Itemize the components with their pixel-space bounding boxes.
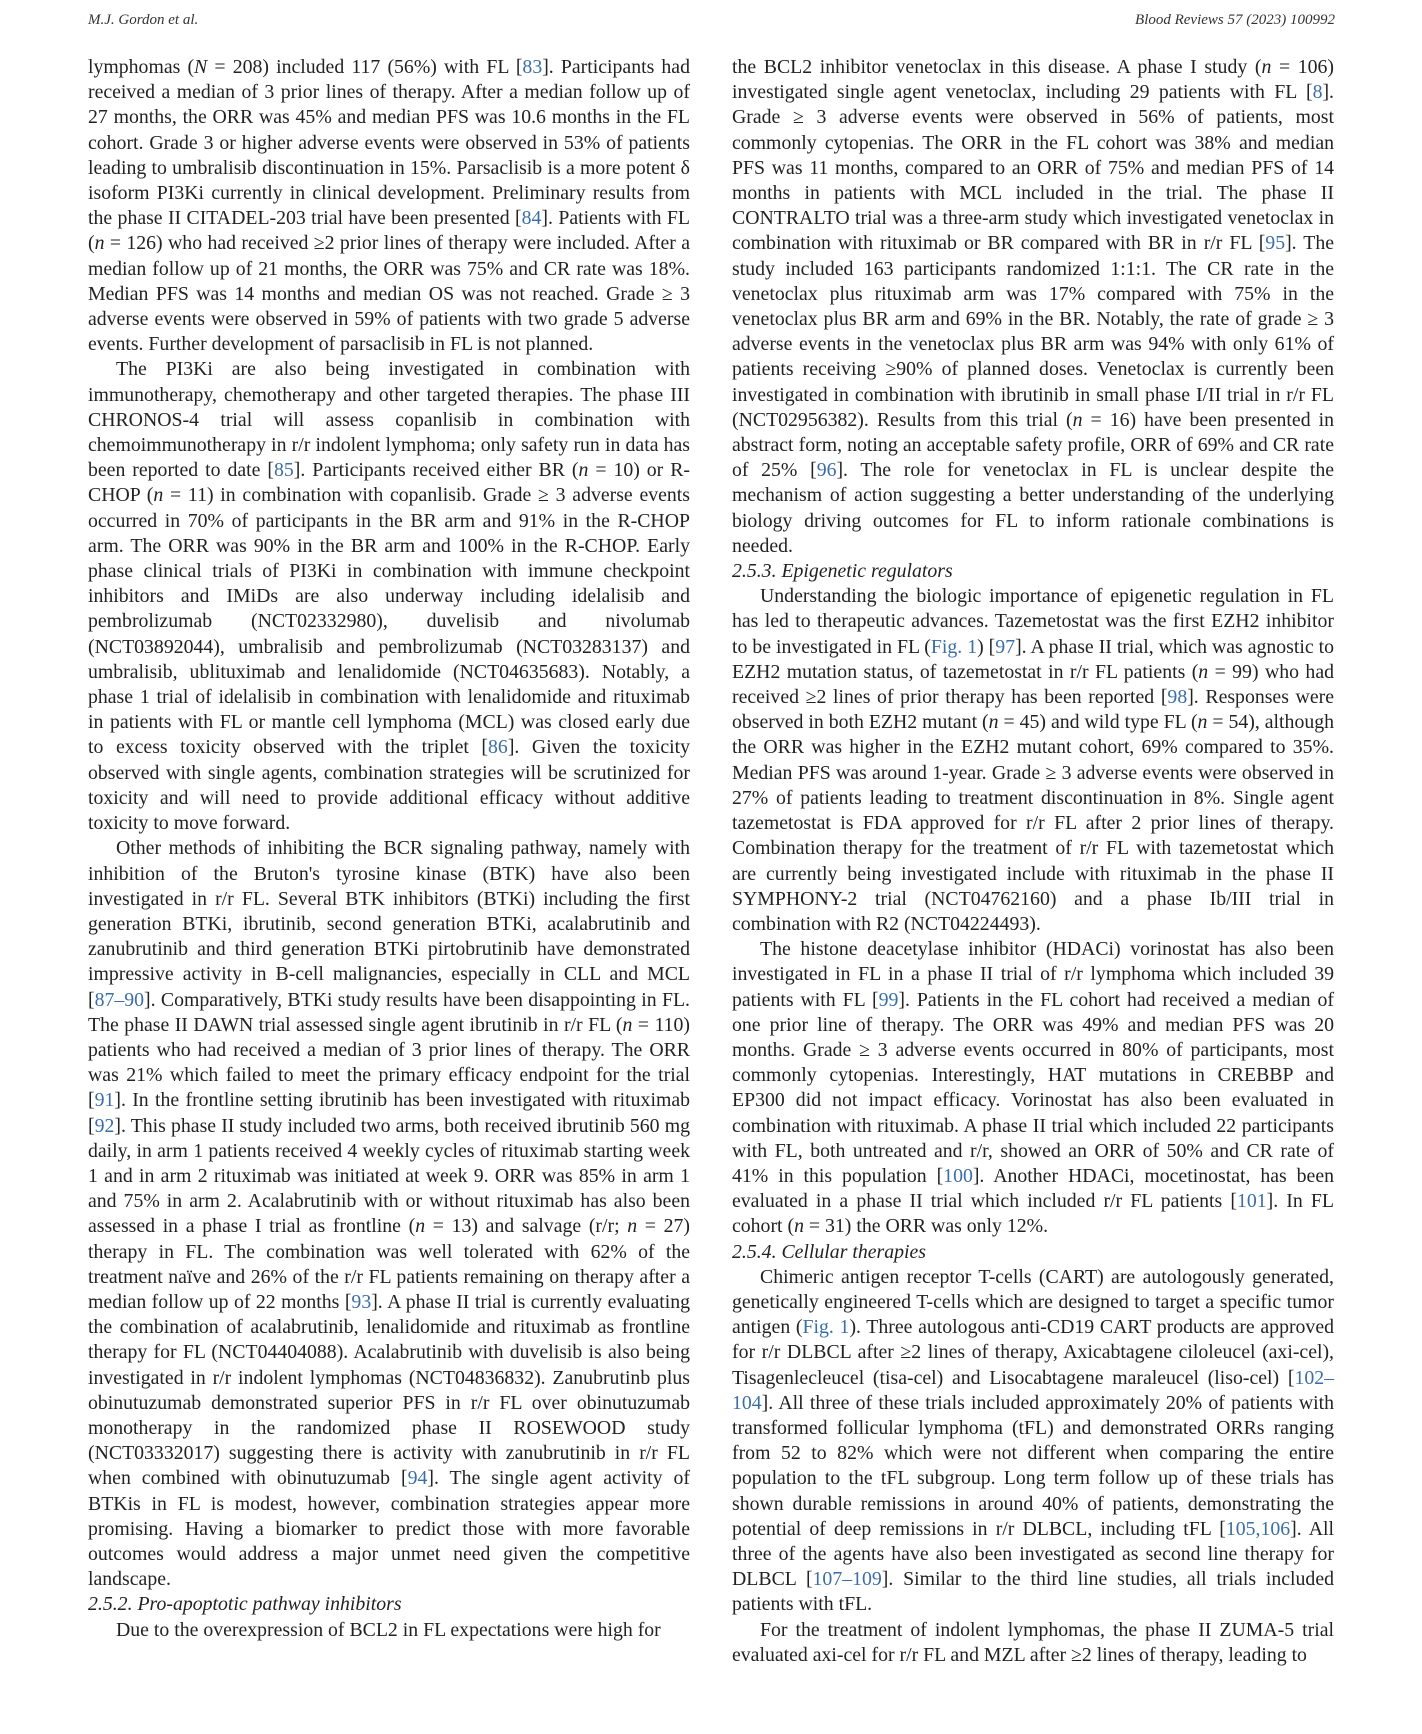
header-journal: Blood Reviews 57 (2023) 100992 — [1135, 12, 1335, 28]
paragraph: Due to the overexpression of BCL2 in FL expectations were high for — [116, 1618, 661, 1641]
citation-link[interactable]: Fig. 1 — [930, 635, 978, 658]
citation-link[interactable]: 101 — [1236, 1190, 1267, 1213]
citation-link[interactable]: 95 — [1265, 232, 1286, 255]
citation-link[interactable]: 105,106 — [1225, 1517, 1291, 1540]
italic-variable: n — [1072, 408, 1083, 431]
italic-variable: n — [627, 1215, 638, 1238]
paragraph: the BCL2 inhibitor venetoclax in this disease. A phase I study (n = 106) investigated single agent venetoclax, including 29 patients with FL [8]. Grade ≥ 3 adverse events were observed in 56% of patients, most commonly cytopenias. The ORR in the FL cohort was 38% and median PFS was 11 months, compared to an ORR of 75% and median PFS of 14 months in patients with MCL included in the trial. The phase II CONTRALTO trial was a three-arm study which investigated venetoclax in combination with rituximab or BR compared with BR in r/r FL [95]. The study included 163 participants randomized 1:1:1. The CR rate in the venetoclax plus rituximab arm was 17% compared with 75% in the venetoclax plus BR arm and 69% in the BR. Notably, the rate of grade ≥ 3 adverse events in the venetoclax plus BR arm was 94% with only 61% of patients receiving ≥90% of planned doses. Venetoclax is currently been investigated in combination with ibrutinib in small phase I/II trial in r/r FL (NCT02956382). Results from this trial (n = 16) have been presented in abstract form, noting an acceptable safety profile, ORR of 69% and CR rate of 25% [96]. The role for venetoclax in FL is unclear despite the mechanism of action suggesting a better understanding of the underlying biology driving outcomes for FL to inform rationale combinations is needed. — [732, 56, 1334, 557]
paragraph: For the treatment of indolent lymphomas, the phase II ZUMA-5 trial evaluated axi-cel for r/r FL and MZL after ≥2 lines of therapy, leading to — [732, 1618, 1334, 1666]
italic-variable: n — [794, 1215, 804, 1238]
running-header — [88, 12, 1335, 34]
italic-variable: n — [415, 1215, 426, 1238]
italic-variable: n — [622, 1013, 633, 1036]
citation-link[interactable]: 92 — [94, 1114, 115, 1137]
italic-variable: n — [94, 232, 105, 255]
italic-variable: N — [194, 56, 208, 78]
citation-link[interactable]: 94 — [407, 1467, 428, 1490]
citation-link[interactable]: 102–104 — [732, 1366, 1334, 1414]
section-heading-2-5-2: 2.5.2. Pro-apoptotic pathway inhibitors — [88, 1593, 402, 1616]
italic-variable: n — [1197, 711, 1208, 734]
paragraph: Understanding the biologic importance of epigenetic regulation in FL has led to therapeutic advances. Tazemetostat was the first EZH2 inhibitor to be investigated in FL (Fig. 1) [97]. A phase II trial, which was agnostic to EZH2 mutation status, of tazemetostat in r/r FL patients (n = 99) who had received ≥2 lines of prior therapy has been reported [98]. Responses were observed in both EZH2 mutant (n = 45) and wild type FL (n = 54), although the ORR was higher in the EZH2 mutant cohort, 69% compared to 35%. Median PFS was around 1-year. Grade ≥ 3 adverse events were observed in 27% of patients leading to treatment discontinuation in 8%. Single agent tazemetostat is FDA approved for r/r FL after 2 prior lines of therapy. Combination therapy for the treatment of r/r FL with tazemetostat which are currently being investigated include with rituximab in the phase II SYMPHONY-2 trial (NCT04762160) and a phase Ib/III trial in combination with R2 (NCT04224493). — [732, 585, 1335, 935]
citation-link[interactable]: 91 — [94, 1089, 115, 1112]
citation-link[interactable]: 98 — [1167, 686, 1188, 709]
citation-link[interactable]: 93 — [351, 1290, 372, 1313]
left-column — [88, 55, 690, 1643]
citation-link[interactable]: 86 — [488, 736, 508, 759]
citation-link[interactable]: 8 — [1312, 81, 1323, 104]
right-column — [732, 55, 1334, 1668]
italic-variable: n — [578, 459, 589, 482]
section-heading-2-5-3: 2.5.3. Epigenetic regulators — [732, 560, 953, 583]
section-heading-2-5-4: 2.5.4. Cellular therapies — [732, 1240, 926, 1263]
italic-variable: n — [988, 711, 999, 734]
paragraph: The histone deacetylase inhibitor (HDACi) vorinostat has also been investigated in FL in a phase II trial of r/r lymphoma which included 39 patients with FL [99]. Patients in the FL cohort had received a median of one prior line of therapy. The ORR was 49% and median PFS was 20 months. Grade ≥ 3 adverse events occurred in 80% of participants, most commonly cytopenias. Interestingly, HAT mutations in CREBBP and EP300 did not impact efficacy. Vorinostat has also been evaluated in combination with rituximab. A phase II trial which included 22 participants with FL, both untreated and r/r, showed an ORR of 50% and CR rate of 41% in this population [100]. Another HDACi, mocetinostat, has been evaluated in a phase II trial which included r/r FL patients [101]. In FL cohort (n = 31) the ORR was only 12%. — [732, 938, 1334, 1238]
italic-variable: n — [153, 484, 164, 507]
citation-link[interactable]: 100 — [943, 1164, 973, 1187]
paragraph: Chimeric antigen receptor T-cells (CART) are autologously generated, genetically engineered T-cells which are designed to target a specific tumor antigen (Fig. 1). Three autologous anti-CD19 CART products are approved for r/r DLBCL after ≥2 lines of therapy, Axicabtagene ciloleucel (axi-cel), Tisagenlecleucel (tisa-cel) and Lisocabtagene maraleucel (liso-cel) [102–104]. All three of these trials included approximately 20% of patients with transformed follicular lymphoma (tFL) and demonstrated ORRs ranging from 52 to 82% which were not different when comparing the entire population to the tFL subgroup. Long term follow up of these trials has shown durable remissions in around 40% of patients, demonstrating the potential of deep remissions in r/r DLBCL, including tFL [105,106]. All three of the agents have also been investigated as second line therapy for DLBCL [107–109]. Similar to the third line studies, all trials included patients with tFL. — [732, 1265, 1334, 1616]
citation-link[interactable]: 84 — [521, 207, 542, 230]
citation-link[interactable]: 85 — [274, 459, 294, 482]
paragraph: Other methods of inhibiting the BCR signaling pathway, namely with inhibition of the Bruton's tyrosine kinase (BTK) have also been investigated in r/r FL. Several BTK inhibitors (BTKi) including the first generation BTKi, ibrutinib, second generation BTKi, acalabrutinib and zanubrutinib and third generation BTKi pirtobrutinib have demonstrated impressive activity in B-cell malignancies, especially in CLL and MCL [87–90]. Comparatively, BTKi study results have been disappointing in FL. The phase II DAWN trial assessed single agent ibrutinib in r/r FL (n = 110) patients who had received a median of 3 prior lines of therapy. The ORR was 21% which failed to meet the primary efficacy endpoint for the trial [91]. In the frontline setting ibrutinib has been investigated with rituximab [92]. This phase II study included two arms, both received ibrutinib 560 mg daily, in arm 1 patients received 4 weekly cycles of rituximab starting week 1 and in arm 2 rituximab was initiated at week 9. ORR was 85% in arm 1 and 75% in arm 2. Acalabrutinib with or without rituximab has also been assessed in a phase I trial as frontline (n = 13) and salvage (r/r; n = 27) therapy in FL. The combination was well tolerated with 62% of the treatment naïve and 26% of the r/r FL patients remaining on therapy after a median follow up of 22 months [93]. A phase II trial is currently evaluating the combination of acalabrutinib, lenalidomide and rituximab as frontline therapy for FL (NCT04404088). Acalabrutinib with duvelisib is also being investigated in r/r indolent lymphomas (NCT04836832). Zanubrutinb plus obinutuzumab demonstrated superior PFS in r/r FL over obinutuzumab monotherapy in the randomized phase II ROSEWOOD study (NCT03332017) suggesting there is activity with zanubrutinib in r/r FL when combined with obinutuzumab [94]. The single agent activity of BTKis in FL is modest, however, combination strategies appear more promising. Having a biomarker to predict those with more favorable outcomes would address a major unmet need given the competitive landscape. — [88, 837, 690, 1591]
italic-variable: n — [1261, 56, 1272, 78]
citation-link[interactable]: 99 — [878, 988, 899, 1011]
citation-link[interactable]: 83 — [522, 56, 543, 78]
citation-link[interactable]: 107–109 — [812, 1568, 882, 1591]
paragraph: The PI3Ki are also being investigated in combination with immunotherapy, chemotherapy and other targeted therapies. The phase III CHRONOS-4 trial will assess copanlisib in combination with chemoimmunotherapy in r/r indolent lymphoma; only safety run in data has been reported to date [85]. Participants received either BR (n = 10) or R-CHOP (n = 11) in combination with copanlisib. Grade ≥ 3 adverse events occurred in 70% of participants in the BR arm and 91% in the R-CHOP arm. The ORR was 90% in the BR arm and 100% in the R-CHOP. Early phase clinical trials of PI3Ki in combination with immune checkpoint inhibitors and IMiDs are also underway including idelalisib and pembrolizumab (NCT02332980), duvelisib and nivolumab (NCT03892044), umbralisib and pembrolizumab (NCT03283137) and umbralisib, ublituximab and lenalidomide (NCT04635683). Notably, a phase 1 trial of idelalisib in combination with lenalidomide and rituximab in patients with FL or mantle cell lymphoma (MCL) was closed early due to excess toxicity observed with the triplet [86]. Given the toxicity observed with single agents, combination strategies will be scrutinized for toxicity and will need to provide additional efficacy without additive toxicity to move forward. — [88, 358, 691, 835]
citation-link[interactable]: 87–90 — [94, 988, 145, 1011]
citation-link[interactable]: 97 — [995, 635, 1016, 658]
citation-link[interactable]: Fig. 1 — [802, 1316, 850, 1339]
italic-variable: n — [1198, 660, 1209, 683]
paragraph: lymphomas (N = 208) included 117 (56%) with FL [83]. Participants had received a median of 3 prior lines of therapy. After a median follow up of 27 months, the ORR was 45% and median PFS was 10.6 months in the FL cohort. Grade 3 or higher adverse events were observed in 53% of patients leading to umbralisib discontinuation in 15%. Parsaclisib is a more potent δ isoform PI3Ki currently in clinical development. Preliminary results from the phase II CITADEL-203 trial have been presented [84]. Patients with FL (n = 126) who had received ≥2 prior lines of therapy were included. After a median follow up of 21 months, the ORR was 75% and CR rate was 18%. Median PFS was 14 months and median OS was not reached. Grade ≥ 3 adverse events were observed in 59% of patients with two grade 5 adverse events. Further development of parsaclisib in FL is not planned. — [88, 56, 690, 356]
citation-link[interactable]: 96 — [816, 459, 837, 482]
header-authors: M.J. Gordon et al. — [88, 12, 199, 28]
